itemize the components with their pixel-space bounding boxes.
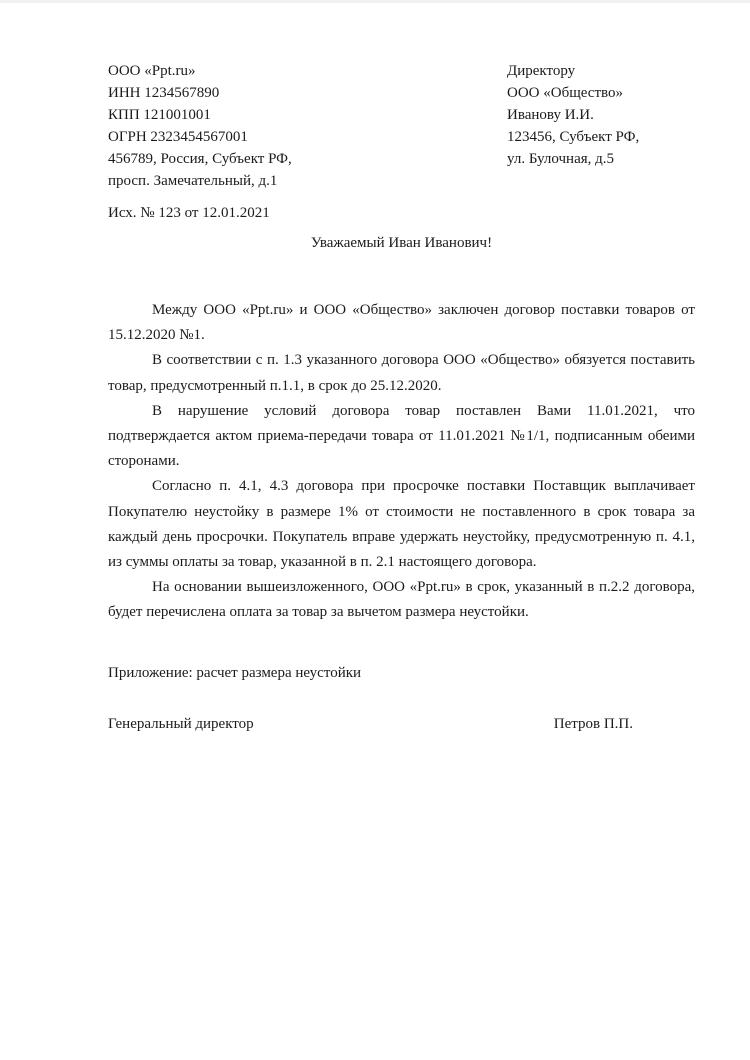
- body-paragraph: На основании вышеизложенного, ООО «Ppt.ru» в срок, указанный в п.2.2 договора, будет перечислена оплата за товар за вычетом размера неустойки.: [108, 579, 695, 621]
- outgoing-reference: Исх. № 123 от 12.01.2021: [108, 205, 270, 221]
- sender-line: ИНН 1234567890: [108, 85, 220, 101]
- sender-line: ОГРН 2323454567001: [108, 129, 248, 145]
- recipient-line: 123456, Субъект РФ,: [507, 129, 640, 145]
- letter-body: [108, 298, 695, 626]
- attachment-note: Приложение: расчет размера неустойки: [108, 664, 362, 681]
- sender-line: просп. Замечательный, д.1: [108, 173, 278, 189]
- body-paragraph: Между ООО «Ppt.ru» и ООО «Общество» заключен договор поставки товаров от 15.12.2020 №1.: [108, 302, 695, 344]
- recipient-line: Директору: [507, 63, 576, 79]
- greeting-line: Уважаемый Иван Иванович!: [310, 235, 493, 251]
- recipient-block: [507, 60, 695, 192]
- sender-line: КПП 121001001: [108, 107, 211, 123]
- body-paragraph: Согласно п. 4.1, 4.3 договора при просрочке поставки Поставщик выплачивает Покупателю неустойку в размере 1% от стоимости не поставленного в срок товара за каждый день просрочки. Покупатель вправе удержать неустойку, предусмотренную п. 4.1, из суммы оплаты за товар, указанной в п. 2.1 настоящего договора.: [108, 478, 695, 571]
- recipient-line: Иванову И.И.: [507, 107, 594, 123]
- body-paragraph: В соответствии с п. 1.3 указанного договора ООО «Общество» обязуется поставить товар, предусмотренный п.1.1, в срок до 25.12.2020.: [108, 352, 695, 394]
- sender-line: ООО «Ppt.ru»: [108, 63, 196, 79]
- recipient-line: ул. Булочная, д.5: [507, 151, 615, 167]
- sender-line: 456789, Россия, Субъект РФ,: [108, 151, 292, 167]
- body-paragraph: В нарушение условий договора товар поставлен Вами 11.01.2021, что подтверждается актом приема-передачи товара от 11.01.2021 №1/1, подписанным обеими сторонами.: [108, 402, 695, 470]
- sender-block: [108, 60, 292, 192]
- signature-row: [108, 713, 695, 735]
- signature-position: Генеральный директор: [108, 715, 254, 732]
- signature-name: Петров П.П.: [553, 715, 633, 732]
- letter-header: [108, 60, 695, 192]
- recipient-line: ООО «Общество»: [507, 85, 623, 101]
